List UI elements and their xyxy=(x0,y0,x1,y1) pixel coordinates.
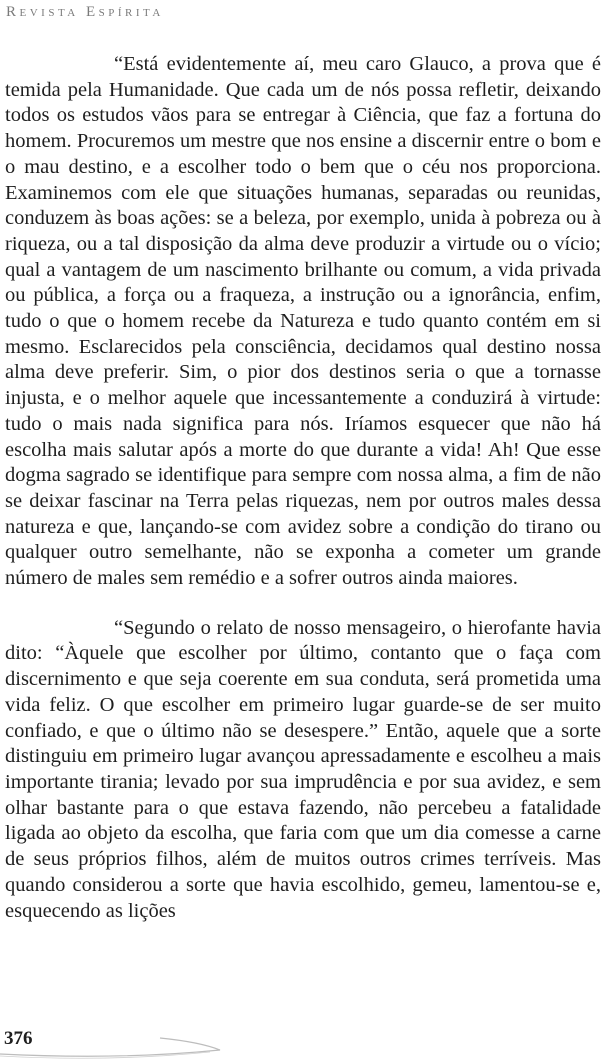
page-number: 376 xyxy=(4,1028,33,1049)
footer-swoosh-decoration xyxy=(0,1028,606,1060)
paragraph-2: “Segundo o relato de nosso mensageiro, o hierofante havia dito: “Àquele que escolher por último, contanto que o faça com discernimento e que seja coerente em sua conduta, será prometida uma vida feliz. O que escolher em primeiro lugar guarde-se de ser muito confiado, e que o último não se desespere.” Então, aquele que a sorte distinguiu em primeiro lugar avançou apressadamente e escolheu a mais importante tirania; levado por sua imprudência e por sua avidez, e sem olhar bastante para o que estava fazendo, não percebeu a fatalidade ligada ao objeto da escolha, que faria com que um dia comesse a carne de seus próprios filhos, além de muitos outros crimes terríveis. Mas quando considerou a sorte que havia escolhido, gemeu, lamentou-se e, esquecendo as lições xyxy=(5,616,601,922)
paragraph-1: “Está evidentemente aí, meu caro Glauco, a prova que é temida pela Humanidade. Que cada um de nós possa refletir, deixando todos os estudos vãos para se entregar à Ciência, que faz a fortuna do homem. Procuremos um mestre que nos ensine a discernir entre o bom e o mau destino, e a escolher todo o bem que o céu nos proporciona. Examinemos com ele que situações humanas, separadas ou reunidas, conduzem às boas ações: se a beleza, por exemplo, unida à pobreza ou à riqueza, ou a tal disposição da alma deve produzir a virtude ou o vício; qual a vantagem de um nascimento brilhante ou comum, a vida privada ou pública, a força ou a fraqueza, a instrução ou a ignorância, enfim, tudo o que o homem recebe da Natureza e tudo quanto contém em si mesmo. Esclarecidos pela consciência, decidamos qual destino nossa alma deve preferir. Sim, o pior dos destinos seria o que a tornasse injusta, e o melhor aquele que incessantemente a conduzirá à virtude: tudo o mais nada significa para nós. Iríamos esquecer que não há escolha mais salutar após a morte do que durante a vida! Ah! Que esse dogma sagrado se identifique para sempre com nossa alma, a fim de não se deixar fascinar na Terra pelas riquezas, nem por outros males dessa natureza e que, lançando-se com avidez sobre a condição do tirano ou qualquer outro semelhante, não se exponha a cometer um grande número de males sem remédio e a sofrer outros ainda maiores. xyxy=(5,53,601,590)
running-header: Revista Espírita xyxy=(6,4,164,20)
page-body xyxy=(5,52,601,924)
